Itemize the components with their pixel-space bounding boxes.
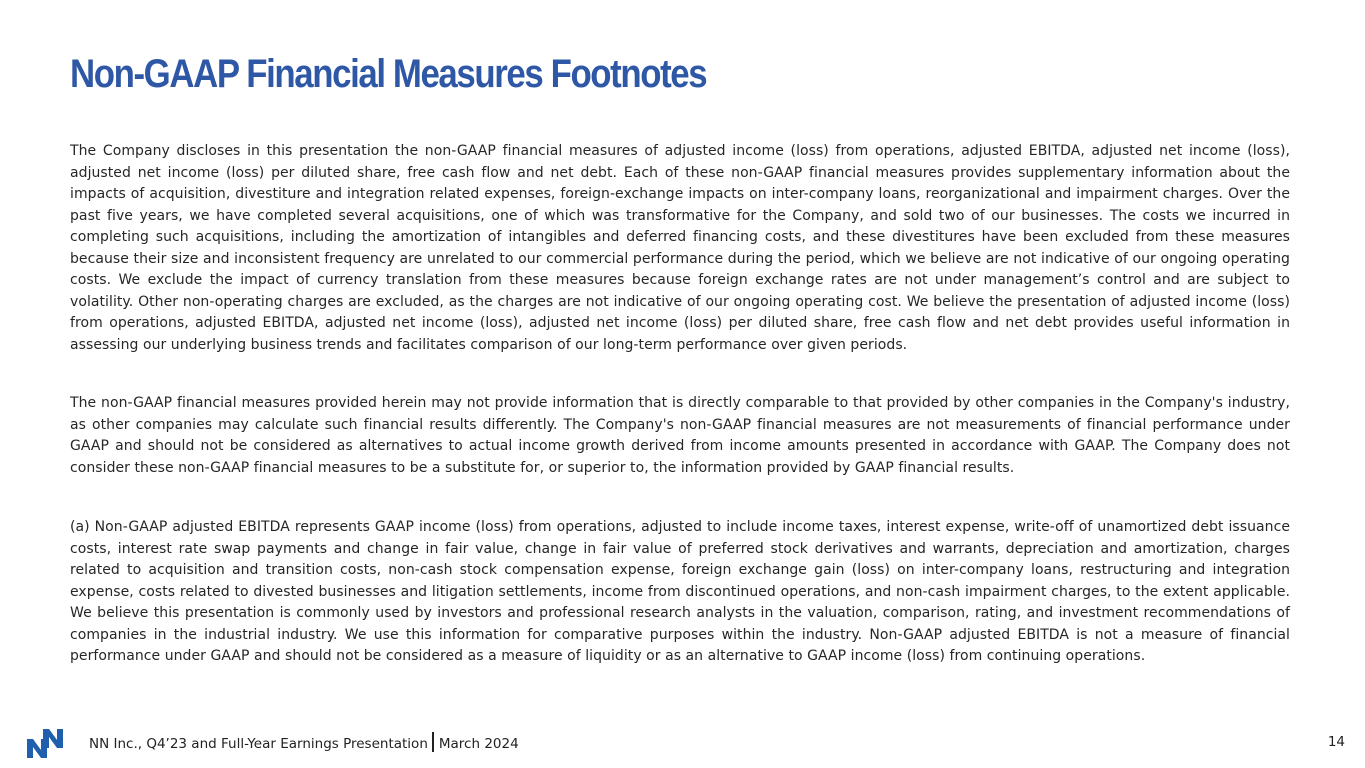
- footer-divider: [432, 732, 434, 752]
- presentation-date: March 2024: [438, 736, 519, 752]
- nn-logo-icon: [25, 727, 65, 758]
- paragraph-non-gaap-disclosure: The Company discloses in this presentation the non-GAAP financial measures of adjusted income (loss) from operations, adjusted EBITDA, adjusted net income (loss), adjusted net income (loss) per diluted share, free cash flow and net debt. Each of these non-GAAP financial measures provides supplementary information about the impacts of acquisition, divestiture and integration related expenses, foreign-exchange impacts on inter-company loans, reorganizational and impairment charges. Over the past five years, we have completed several acquisitions, one of which was transformative for the Company, and sold two of our businesses. The costs we incurred in completing such acquisitions, including the amortization of intangibles and deferred financing costs, and these divestitures have been excluded from these measures because their size and inconsistent frequency are unrelated to our commercial performance during the period, which we believe are not indicative of our ongoing operating costs. We exclude the impact of currency translation from these measures because foreign exchange rates are not under management’s control and are subject to volatility. Other non-operating charges are excluded, as the charges are not indicative of our ongoing operating cost. We believe the presentation of adjusted income (loss) from operations, adjusted EBITDA, adjusted net income (loss), adjusted net income (loss) per diluted share, free cash flow and net debt provides useful information in assessing our underlying business trends and facilitates comparison of our long-term performance over given periods.: [70, 143, 1290, 353]
- footnotes-body: [70, 141, 1290, 668]
- presentation-name: NN Inc., Q4’23 and Full-Year Earnings Presentation: [89, 736, 428, 752]
- page-number: 14: [1327, 734, 1345, 750]
- footer-caption: [89, 734, 519, 754]
- page-title: Non-GAAP Financial Measures Footnotes: [70, 52, 707, 96]
- paragraph-adjusted-ebitda: (a) Non-GAAP adjusted EBITDA represents GAAP income (loss) from operations, adjusted to include income taxes, interest expense, write-off of unamortized debt issuance costs, interest rate swap payments and change in fair value, change in fair value of preferred stock derivatives and warrants, depreciation and amortization, charges related to acquisition and transition costs, non-cash stock compensation expense, foreign exchange gain (loss) on inter-company loans, restructuring and integration expense, costs related to divested businesses and litigation settlements, income from discontinued operations, and non-cash impairment charges, to the extent applicable. We believe this presentation is commonly used by investors and professional research analysts in the valuation, comparison, rating, and investment recommendations of companies in the industrial industry. We use this information for comparative purposes within the industry. Non-GAAP adjusted EBITDA is not a measure of financial performance under GAAP and should not be considered as a measure of liquidity or as an alternative to GAAP income (loss) from continuing operations.: [70, 519, 1290, 664]
- slide-footer: [0, 725, 1365, 761]
- paragraph-comparability: The non-GAAP financial measures provided herein may not provide information that is directly comparable to that provided by other companies in the Company's industry, as other companies may calculate such financial results differently. The Company's non-GAAP financial measures are not measurements of financial performance under GAAP and should not be considered as alternatives to actual income growth derived from income amounts presented in accordance with GAAP. The Company does not consider these non-GAAP financial measures to be a substitute for, or superior to, the information provided by GAAP financial results.: [70, 395, 1290, 476]
